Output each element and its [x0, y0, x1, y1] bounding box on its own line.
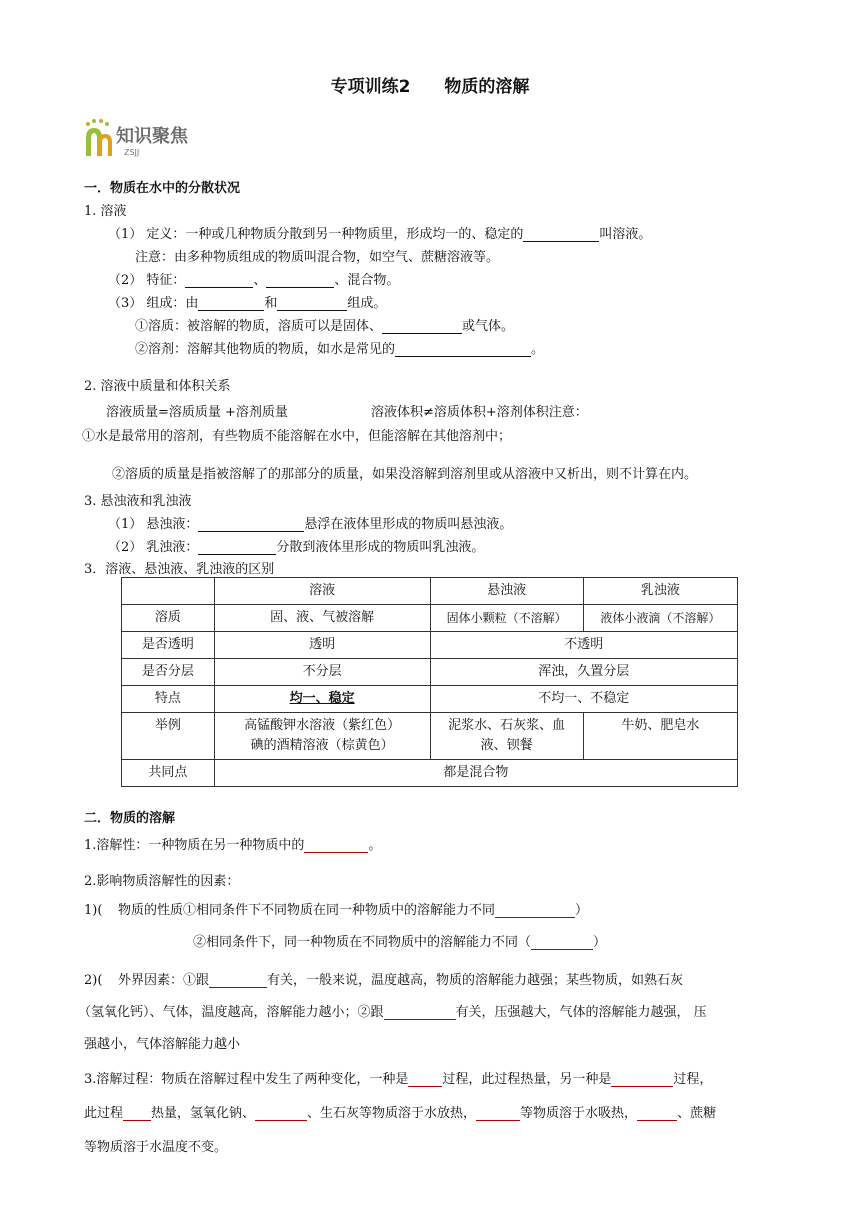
section-1-heading: 一．物质在水中的分散状况: [84, 181, 241, 196]
blank-heat[interactable]: [123, 1106, 151, 1121]
mass-relation: 溶液质量=溶质质量 +溶剂质量: [106, 405, 288, 420]
feature-label: （2） 特征：: [108, 273, 186, 288]
blank-emulsion[interactable]: [198, 540, 276, 555]
blank-solute[interactable]: [382, 319, 462, 334]
table-row: 举例 高锰酸钾水溶液（紫红色） 碘的酒精溶液（棕黄色） 泥浆水、石灰浆、血 液、钡餐 牛奶、肥皂水: [122, 713, 738, 760]
definition-text: （1） 定义：一种或几种物质分散到另一种物质里，形成均一的、稳定的: [108, 227, 524, 242]
logo-arches-icon: [86, 119, 112, 156]
table-header-solution: 溶液: [214, 578, 430, 605]
external-line-1: 2)( 外界因素：①跟 有关，一般来说，温度越高，物质的溶解能力越强；某些物质，如熟石灰: [84, 973, 684, 988]
blank-composition-1[interactable]: [198, 296, 264, 311]
factors-heading: 2.影响物质溶解性的因素：: [84, 874, 240, 889]
page-title: [0, 72, 860, 97]
item-1-heading: 1. 溶液: [84, 204, 127, 219]
title-main: 物质的溶解: [444, 77, 530, 97]
table-row: 溶质 固、液、气被溶解 固体小颗粒（不溶解） 液体小液滴（不溶解）: [122, 605, 738, 632]
definition-end: 叫溶液。: [599, 227, 652, 242]
comparison-table: [121, 577, 738, 787]
table-header-empty: [122, 578, 215, 605]
logo-subtext: ZSJJ: [124, 148, 140, 157]
solvent-line: ②溶剂：溶解其他物质的物质，如水是常见的 。: [135, 342, 545, 357]
knowledge-logo: [84, 118, 224, 158]
table-row: 共同点 都是混合物: [122, 760, 738, 787]
table-row: 是否分层 不分层 浑浊，久置分层: [122, 659, 738, 686]
blank-pressure[interactable]: [384, 1005, 456, 1020]
item-3-heading: 3. 悬浊液和乳浊液: [84, 494, 192, 509]
note-1: ①水是最常用的溶剂，有些物质不能溶解在水中，但能溶解在其他溶剂中；: [82, 429, 512, 444]
blank-composition-2[interactable]: [277, 296, 347, 311]
process-line-3: 等物质溶于水温度不变。: [84, 1140, 228, 1155]
note-line: 注意：由多种物质组成的物质叫混合物，如空气、蔗糖溶液等。: [135, 250, 500, 265]
table-header-suspension: 悬浊液: [430, 578, 583, 605]
factor-1-line: 1)( 物质的性质①相同条件下不同物质在同一种物质中的溶解能力不同 ）: [84, 903, 589, 918]
solute-line: ①溶质：被溶解的物质，溶质可以是固体、 或气体。: [135, 319, 515, 334]
item-2-heading: 2. 溶液中质量和体积关系: [84, 379, 231, 394]
table-heading: 3．溶液、悬浊液、乳浊液的区别: [84, 562, 275, 577]
solubility-line: 1.溶解性：一种物质在另一种物质中的 。: [84, 838, 382, 853]
external-line-2: （氢氧化钙）、气体，温度越高，溶解能力越小；②跟 有关，压强越大，气体的溶解能力越强， 压: [78, 1005, 707, 1020]
blank-solvent[interactable]: [395, 342, 531, 357]
factor-2-line: ②相同条件下，同一种物质在不同物质中的溶解能力不同（ ）: [193, 935, 607, 950]
blank-factor-2[interactable]: [531, 935, 593, 950]
blank-suspension[interactable]: [198, 517, 304, 532]
blank-process-2[interactable]: [611, 1072, 673, 1087]
blank-exothermic[interactable]: [255, 1106, 307, 1121]
definition-line: [108, 223, 651, 242]
title-prefix: 专项训练2: [330, 77, 411, 97]
blank-definition[interactable]: [523, 227, 599, 242]
blank-endothermic[interactable]: [476, 1106, 520, 1121]
process-line-1: 3.溶解过程：物质在溶解过程中发生了两种变化，一种是 过程，此过程热量，另一种是 过程，: [84, 1072, 713, 1087]
blank-process-1[interactable]: [408, 1072, 442, 1087]
blank-neutral[interactable]: [637, 1106, 677, 1121]
blank-factor-1[interactable]: [495, 903, 575, 918]
table-row: 特点 均一、稳定 不均一、不稳定: [122, 686, 738, 713]
feature-line: （2） 特征： 、 、混合物。: [108, 273, 400, 288]
suspension-line: （1） 悬浊液： 悬浮在液体里形成的物质叫悬浊液。: [108, 517, 513, 532]
table-header-emulsion: 乳浊液: [583, 578, 737, 605]
volume-relation: 溶液体积≠溶质体积+溶剂体积注意：: [371, 405, 588, 420]
blank-temperature[interactable]: [209, 973, 267, 988]
section-2-heading: 二．物质的溶解: [84, 811, 176, 826]
note-2: ②溶质的质量是指被溶解了的那部分的质量，如果没溶解到溶剂里或从溶液中又析出，则不计算在内。: [112, 467, 698, 482]
blank-feature-1[interactable]: [185, 273, 253, 288]
feature-solution: 均一、稳定: [289, 691, 355, 706]
feature-end: 、混合物。: [334, 273, 400, 288]
composition-end: 组成。: [347, 296, 387, 311]
table-row: 是否透明 透明 不透明: [122, 632, 738, 659]
process-line-2: 此过程 热量，氢氧化钠、 、生石灰等物质溶于水放热， 等物质溶于水吸热， 、蔗糖: [84, 1106, 717, 1121]
composition-label: （3） 组成：由: [108, 296, 199, 311]
table-header-row: [122, 578, 738, 605]
blank-solubility[interactable]: [304, 838, 368, 853]
blank-feature-2[interactable]: [266, 273, 334, 288]
composition-line: （3） 组成：由 和 组成。: [108, 296, 387, 311]
logo-text: 知识聚焦: [116, 126, 188, 147]
emulsion-line: （2） 乳浊液： 分散到液体里形成的物质叫乳浊液。: [108, 540, 485, 555]
external-line-3: 强越小，气体溶解能力越小: [84, 1037, 241, 1052]
